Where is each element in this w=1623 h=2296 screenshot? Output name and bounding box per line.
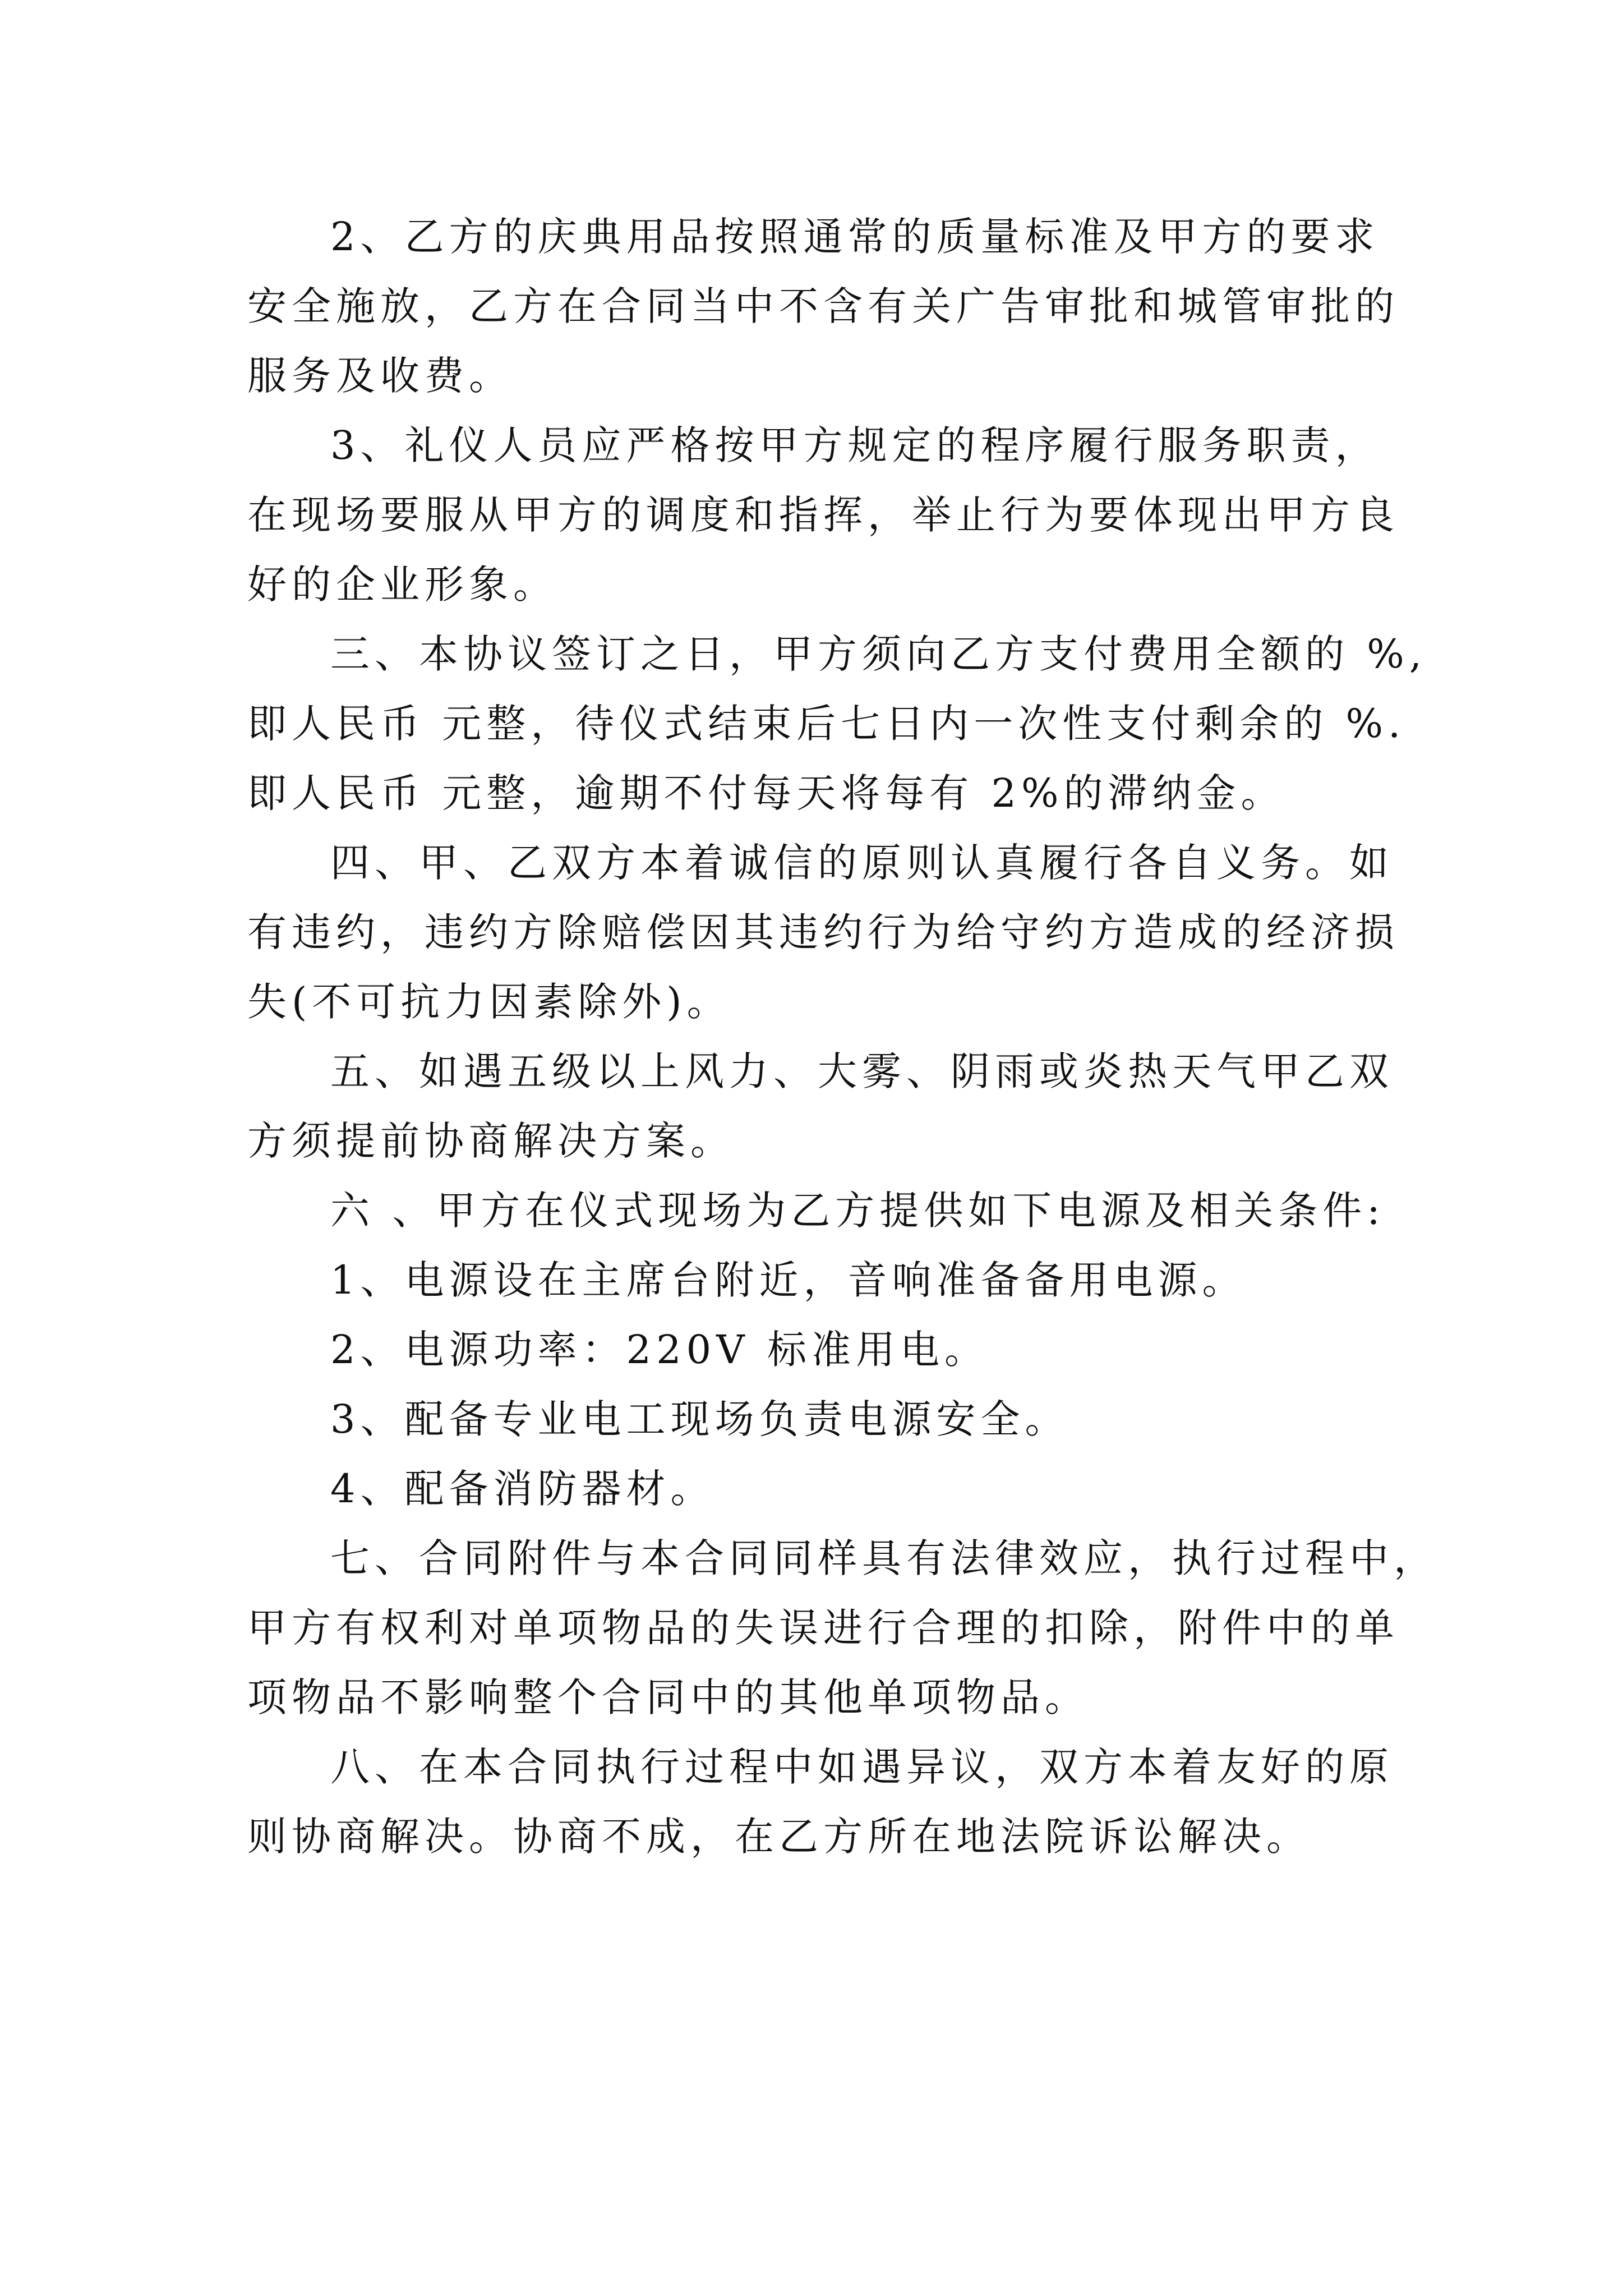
clause-2-line-1: 2、乙方的庆典用品按照通常的质量标准及甲方的要求 [330,214,1380,260]
section-3-line-3: 即人民币 元整，逾期不付每天将每有 2%的滞纳金。 [247,770,1285,816]
section-7-line-2: 甲方有权利对单项物品的失误进行合理的扣除，附件中的单 [247,1605,1399,1651]
section-8-line-2: 则协商解决。协商不成，在乙方所在地法院诉讼解决。 [247,1814,1311,1860]
section-6-item-2: 2、电源功率：220V 标准用电。 [330,1327,989,1373]
section-5-line-2: 方须提前协商解决方案。 [247,1118,735,1164]
clause-3-line-2: 在现场要服从甲方的调度和指挥，举止行为要体现出甲方良 [247,492,1399,538]
section-6-item-3: 3、配备专业电工现场负责电源安全。 [330,1396,1069,1442]
section-3-line-2: 即人民币 元整，待仪式结束后七日内一次性支付剩余的 %. [247,701,1406,747]
section-7-line-3: 项物品不影响整个合同中的其他单项物品。 [247,1674,1089,1720]
clause-2-line-3: 服务及收费。 [247,353,513,399]
section-7-line-1: 七、合同附件与本合同同样具有法律效应，执行过程中， [330,1535,1438,1581]
section-3-line-1: 三、本协议签订之日，甲方须向乙方支付费用全额的 %, [330,631,1427,677]
document-body [247,202,1438,1871]
section-6-heading: 六 、甲方在仪式现场为乙方提供如下电源及相关条件: [330,1188,1385,1234]
section-4-line-3: 失(不可抗力因素除外)。 [247,979,731,1025]
section-4-line-2: 有违约，违约方除赔偿因其违约行为给守约方造成的经济损 [247,909,1399,955]
section-6-item-4: 4、配备消防器材。 [330,1466,715,1512]
section-8-line-1: 八、在本合同执行过程中如遇异议，双方本着友好的原 [330,1744,1394,1790]
section-5-line-1: 五、如遇五级以上风力、大雾、阴雨或炎热天气甲乙双 [330,1048,1394,1094]
clause-2-line-2: 安全施放，乙方在合同当中不含有关广告审批和城管审批的 [247,283,1399,329]
section-4-line-1: 四、甲、乙双方本着诚信的原则认真履行各自义务。如 [330,840,1394,886]
clause-3-line-1: 3、礼仪人员应严格按甲方规定的程序履行服务职责， [330,422,1380,468]
section-6-item-1: 1、电源设在主席台附近，音响准备备用电源。 [330,1257,1247,1303]
clause-3-line-3: 好的企业形象。 [247,562,557,608]
